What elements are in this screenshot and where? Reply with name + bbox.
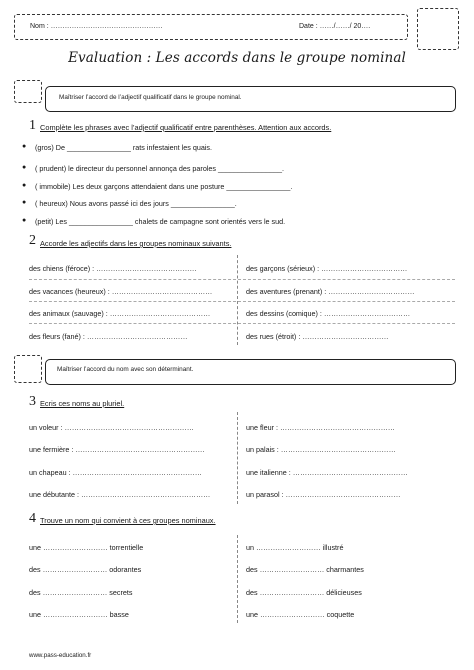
ex4-right-item[interactable]: un ……………………… illustré [246, 543, 344, 552]
ex4-right-item[interactable]: des ……………………… charmantes [246, 565, 364, 574]
ex1-number: 1 [29, 118, 36, 133]
ex2-right-item[interactable]: des rues (étroit) : ……………………………… [246, 332, 389, 341]
ex4-left-item[interactable]: une ……………………… basse [29, 610, 129, 619]
ex3-left-item[interactable]: une fermière : ……………………………………………… [29, 445, 205, 454]
ex4-right-item[interactable]: des ……………………… délicieuses [246, 588, 362, 597]
ex2-left-item[interactable]: des fleurs (fané) : …………………………………… [29, 332, 188, 341]
row-divider [29, 323, 455, 324]
row-divider [29, 279, 455, 280]
ex1-instruction: Complète les phrases avec l’adjectif qualificatif entre parenthèses. Attention aux accords. [40, 123, 332, 132]
bullet: ● [22, 164, 27, 171]
column-divider [237, 535, 238, 623]
column-divider [237, 255, 238, 345]
ex3-right-item[interactable]: un palais : ………………………………………… [246, 445, 396, 454]
ex1-item[interactable]: ( immobile) Les deux garçons attendaient dans une posture ________________. [35, 182, 293, 191]
column-divider [237, 412, 238, 504]
ex3-right-item[interactable]: un parasol : ………………………………………… [246, 490, 401, 499]
ex1-item[interactable]: ( prudent) le directeur du personnel annonça des paroles ________________. [35, 164, 284, 173]
objective2-mark-box [14, 355, 42, 383]
ex4-right-item[interactable]: une ……………………… coquette [246, 610, 355, 619]
objective2-text: Maîtriser l’accord du nom avec son déterminant. [57, 366, 194, 373]
footer-url[interactable]: www.pass-education.fr [29, 652, 92, 659]
page-title: Evaluation : Les accords dans le groupe nominal [68, 50, 406, 66]
ex1-item[interactable]: (gros) De ________________ rats infestaient les quais. [35, 143, 213, 152]
ex3-instruction: Ecris ces noms au pluriel. [40, 399, 125, 408]
ex3-number: 3 [29, 394, 36, 409]
ex2-right-item[interactable]: des dessins (comique) : ……………………………… [246, 309, 411, 318]
ex4-instruction: Trouve un nom qui convient à ces groupes nominaux. [40, 516, 216, 525]
bullet: ● [22, 143, 27, 150]
bullet: ● [22, 199, 27, 206]
objective1-mark-box [14, 80, 42, 103]
ex4-left-item[interactable]: des ……………………… odorantes [29, 565, 142, 574]
ex1-item[interactable]: (petit) Les ________________ chalets de campagne sont orientés vers le sud. [35, 217, 286, 226]
bullet: ● [22, 217, 27, 224]
ex3-left-item[interactable]: un chapeau : ……………………………………………… [29, 468, 202, 477]
objective1-text: Maîtriser l’accord de l’adjectif qualificatif dans le groupe nominal. [59, 94, 242, 101]
ex2-left-item[interactable]: des chiens (féroce) : …………………………………… [29, 264, 197, 273]
date-field[interactable]: Date : ……/……/ 20…. [299, 23, 371, 30]
ex2-right-item[interactable]: des aventures (prenant) : ……………………………… [246, 287, 415, 296]
ex4-left-item[interactable]: des ……………………… secrets [29, 588, 133, 597]
ex2-number: 2 [29, 233, 36, 248]
row-divider [29, 301, 455, 302]
ex4-number: 4 [29, 511, 36, 526]
ex3-right-item[interactable]: une fleur : ………………………………………… [246, 423, 395, 432]
name-field[interactable]: Nom : ………………………………………… [30, 23, 163, 30]
ex2-left-item[interactable]: des animaux (sauvage) : …………………………………… [29, 309, 211, 318]
ex3-right-item[interactable]: une italienne : ………………………………………… [246, 468, 408, 477]
ex4-left-item[interactable]: une ……………………… torrentielle [29, 543, 144, 552]
ex3-left-item[interactable]: une débutante : ……………………………………………… [29, 490, 211, 499]
ex2-instruction: Accorde les adjectifs dans les groupes nominaux suivants. [40, 239, 232, 248]
ex1-item[interactable]: ( heureux) Nous avons passé ici des jours ________________. [35, 199, 237, 208]
ex2-left-item[interactable]: des vacances (heureux) : …………………………………… [29, 287, 213, 296]
grade-box[interactable] [417, 8, 459, 50]
bullet: ● [22, 182, 27, 189]
ex2-right-item[interactable]: des garçons (sérieux) : ……………………………… [246, 264, 408, 273]
ex3-left-item[interactable]: un voleur : ……………………………………………… [29, 423, 194, 432]
